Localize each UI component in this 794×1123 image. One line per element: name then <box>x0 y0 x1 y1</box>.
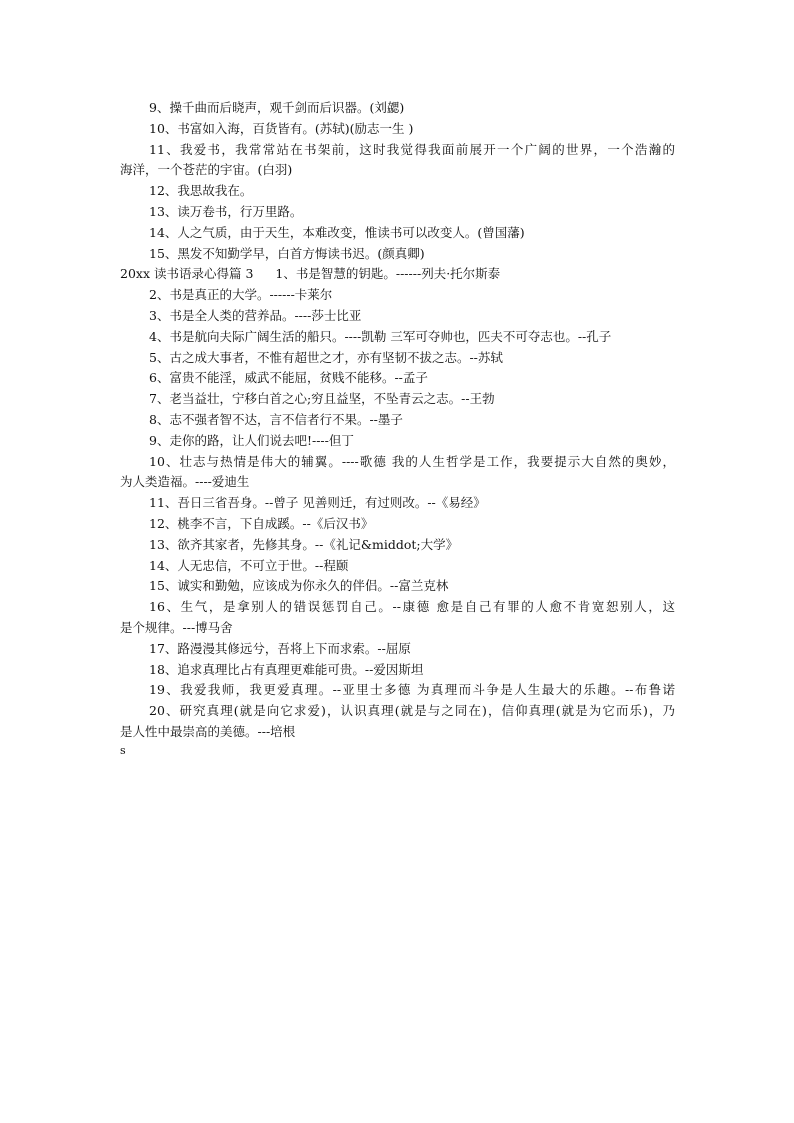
section-quote-1: 1、书是智慧的钥匙。------列夫·托尔斯泰 <box>275 266 501 282</box>
section-quote-2: 2、书是真正的大学。------卡莱尔 <box>149 287 333 303</box>
section-quote-16: 16、生气，是拿别人的错误惩罚自己。--康德 愈是自己有罪的人愈不肯宽恕别人，这 <box>149 599 675 615</box>
section-quote-16-cont: 是个规律。---博马舍 <box>120 619 233 635</box>
quote-line-10: 10、书富如入海，百货皆有。(苏轼)(励志一生 ) <box>149 120 414 136</box>
quote-line-9: 9、操千曲而后晓声，观千剑而后识器。(刘勰) <box>149 100 405 115</box>
section-quote-13: 13、欲齐其家者，先修其身。--《礼记&middot;大学》 <box>149 536 459 552</box>
section-quote-6: 6、富贵不能淫，威武不能屈，贫贱不能移。--孟子 <box>149 370 428 386</box>
quote-line-13: 13、读万卷书，行万里路。 <box>149 203 303 219</box>
section-quote-19: 19、我爱我师，我更爱真理。--亚里士多德 为真理而斗争是人生最大的乐趣。--布鲁诺 <box>149 682 675 698</box>
section-quote-14: 14、人无忠信，不可立于世。--程颐 <box>149 557 349 573</box>
section-quote-9: 9、走你的路，让人们说去吧!----但丁 <box>149 432 354 448</box>
section-quote-4: 4、书是航向夫际广阔生活的船只。----凯勒 三军可夺帅也，匹夫不可夺志也。--孔子 <box>149 328 612 344</box>
section-quote-5: 5、古之成大事者，不惟有超世之才，亦有坚韧不拔之志。--苏轼 <box>149 349 503 365</box>
document-body <box>120 98 675 743</box>
section-quote-17: 17、路漫漫其修远兮，吾将上下而求索。--屈原 <box>149 640 411 656</box>
section-quote-20: 20、研究真理(就是向它求爱)，认识真理(就是与之同在)，信仰真理(就是为它而乐)，乃 <box>149 703 675 719</box>
footer-mark: s <box>120 744 126 757</box>
section-quote-11: 11、吾日三省吾身。--曾子 见善则迁，有过则改。--《易经》 <box>149 495 486 511</box>
quote-line-15: 15、黑发不知勤学早，白首方悔读书迟。(颜真卿) <box>149 245 425 261</box>
quote-line-12: 12、我思故我在。 <box>149 183 253 199</box>
section-quote-18: 18、追求真理比占有真理更难能可贵。--爱因斯坦 <box>149 661 424 677</box>
section-quote-3: 3、书是全人类的营养品。----莎士比亚 <box>149 307 362 323</box>
section-quote-7: 7、老当益壮，宁移白首之心;穷且益坚，不坠青云之志。--王勃 <box>149 391 495 407</box>
section-quote-15: 15、诚实和勤勉，应该成为你永久的伴侣。--富兰克林 <box>149 578 449 594</box>
section-quote-8: 8、志不强者智不达，言不信者行不果。--墨子 <box>149 411 403 427</box>
section-quote-20-cont: 是人性中最崇高的美德。---培根 <box>120 723 296 739</box>
section-quote-12: 12、桃李不言，下自成蹊。--《后汉书》 <box>149 515 374 531</box>
section-quote-10: 10、壮志与热情是伟大的辅翼。----歌德 我的人生哲学是工作，我要提示大自然的奥妙， <box>149 453 675 469</box>
quote-line-11-cont: 海洋，一个苍茫的宇宙。(白羽) <box>120 162 293 178</box>
quote-line-11: 11、我爱书，我常常站在书架前，这时我觉得我面前展开一个广阔的世界，一个浩瀚的 <box>149 141 675 157</box>
section-quote-10-cont: 为人类造福。----爱迪生 <box>120 474 250 490</box>
section-heading-line <box>120 264 675 285</box>
quote-line-14: 14、人之气质，由于天生，本难改变，惟读书可以改变人。(曾国藩) <box>149 224 525 240</box>
section-heading: 20xx 读书语录心得篇 3 <box>120 266 254 282</box>
